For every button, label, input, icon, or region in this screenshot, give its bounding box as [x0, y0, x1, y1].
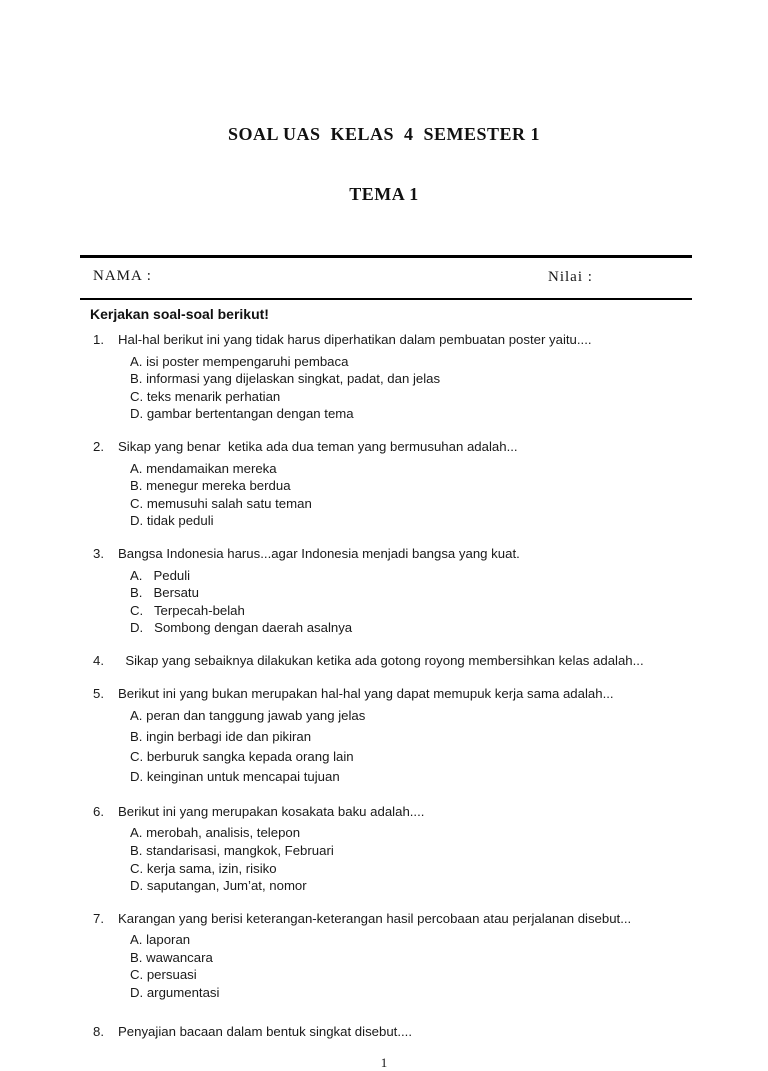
- name-label: NAMA :: [93, 267, 152, 284]
- answer-option: B. wawancara: [130, 949, 213, 965]
- question-text: Penyajian bacaan dalam bentuk singkat disebut....: [118, 1023, 412, 1039]
- answer-option: A. laporan: [130, 932, 191, 948]
- answer-option: D. gambar bertentangan dengan tema: [130, 406, 354, 422]
- answer-option: D. tidak peduli: [130, 513, 214, 529]
- question-row: [93, 331, 728, 349]
- answer-option: B. ingin berbagi ide dan pikiran: [130, 728, 312, 744]
- answer-option: A. mendamaikan mereka: [130, 460, 277, 476]
- answer-options: [93, 706, 728, 788]
- question-number: 4.: [93, 652, 104, 668]
- answer-option: C. teks menarik perhatian: [130, 388, 281, 404]
- question-number: 7.: [93, 910, 104, 926]
- page-number: 1: [380, 1055, 388, 1071]
- question-4: [93, 652, 728, 670]
- answer-options: [93, 824, 728, 894]
- answer-options: [93, 567, 728, 637]
- question-number: 5.: [93, 685, 104, 701]
- exam-subtitle: TEMA 1: [349, 184, 419, 204]
- answer-option: B. Bersatu: [130, 585, 199, 601]
- question-6: [93, 803, 728, 895]
- question-number: 1.: [93, 332, 104, 347]
- score-label: Nilai :: [548, 268, 593, 285]
- question-8: [93, 1023, 728, 1041]
- answer-option: D. keinginan untuk mencapai tujuan: [130, 769, 340, 785]
- answer-option: B. standarisasi, mangkok, Februari: [130, 842, 334, 858]
- question-row: [93, 438, 728, 456]
- answer-option: C. kerja sama, izin, risiko: [130, 860, 277, 876]
- answer-option: C. memusuhi salah satu teman: [130, 495, 312, 511]
- answer-option: A. isi poster mempengaruhi pembaca: [130, 353, 349, 369]
- answer-option: D. saputangan, Jum’at, nomor: [130, 878, 307, 894]
- answer-option: A. peran dan tanggung jawab yang jelas: [130, 708, 366, 724]
- answer-option: C. persuasi: [130, 967, 197, 983]
- question-row: [93, 545, 728, 563]
- answer-options: [93, 460, 728, 530]
- answer-option: C. berburuk sangka kepada orang lain: [130, 748, 354, 764]
- answer-option: D. Sombong dengan daerah asalnya: [130, 620, 353, 636]
- answer-options: [93, 353, 728, 423]
- question-3: [93, 545, 728, 637]
- question-1: [93, 331, 728, 423]
- divider-middle: [80, 298, 692, 301]
- answer-option: C. Terpecah-belah: [130, 602, 245, 618]
- question-row: [93, 803, 728, 821]
- question-5: [93, 685, 728, 788]
- question-number: 2.: [93, 438, 104, 454]
- question-text: Karangan yang berisi keterangan-keterangan hasil percobaan atau perjalanan disebut...: [118, 910, 632, 926]
- answer-option: B. informasi yang dijelaskan singkat, padat, dan jelas: [130, 371, 441, 387]
- question-text: Bangsa Indonesia harus...agar Indonesia menjadi bangsa yang kuat.: [118, 545, 520, 561]
- question-list: [93, 331, 728, 1040]
- question-text: Sikap yang sebaiknya dilakukan ketika ada gotong royong membersihkan kelas adalah...: [118, 652, 644, 668]
- question-text: Berikut ini yang merupakan kosakata baku adalah....: [118, 803, 425, 819]
- question-text: Sikap yang benar ketika ada dua teman yang bermusuhan adalah...: [118, 438, 518, 454]
- answer-options: [93, 931, 728, 1001]
- question-row: [93, 910, 728, 928]
- question-row: [93, 1023, 728, 1041]
- question-row: [93, 685, 728, 703]
- answer-option: D. argumentasi: [130, 985, 220, 1001]
- answer-option: B. menegur mereka berdua: [130, 478, 291, 494]
- exam-title: SOAL UAS KELAS 4 SEMESTER 1: [227, 124, 541, 144]
- instruction-text: Kerjakan soal-soal berikut!: [90, 306, 269, 322]
- question-number: 6.: [93, 803, 104, 819]
- question-number: 8.: [93, 1023, 104, 1039]
- answer-option: A. Peduli: [130, 567, 191, 583]
- answer-option: A. merobah, analisis, telepon: [130, 825, 301, 841]
- question-row: [93, 652, 728, 670]
- question-text: Berikut ini yang bukan merupakan hal-hal yang dapat memupuk kerja sama adalah...: [118, 685, 614, 701]
- question-7: [93, 910, 728, 1002]
- document-header: [0, 0, 768, 244]
- question-number: 3.: [93, 545, 104, 561]
- name-score-bar: [80, 258, 692, 298]
- question-2: [93, 438, 728, 530]
- question-text: Hal-hal berikut ini yang tidak harus diperhatikan dalam pembuatan poster yaitu....: [118, 332, 592, 347]
